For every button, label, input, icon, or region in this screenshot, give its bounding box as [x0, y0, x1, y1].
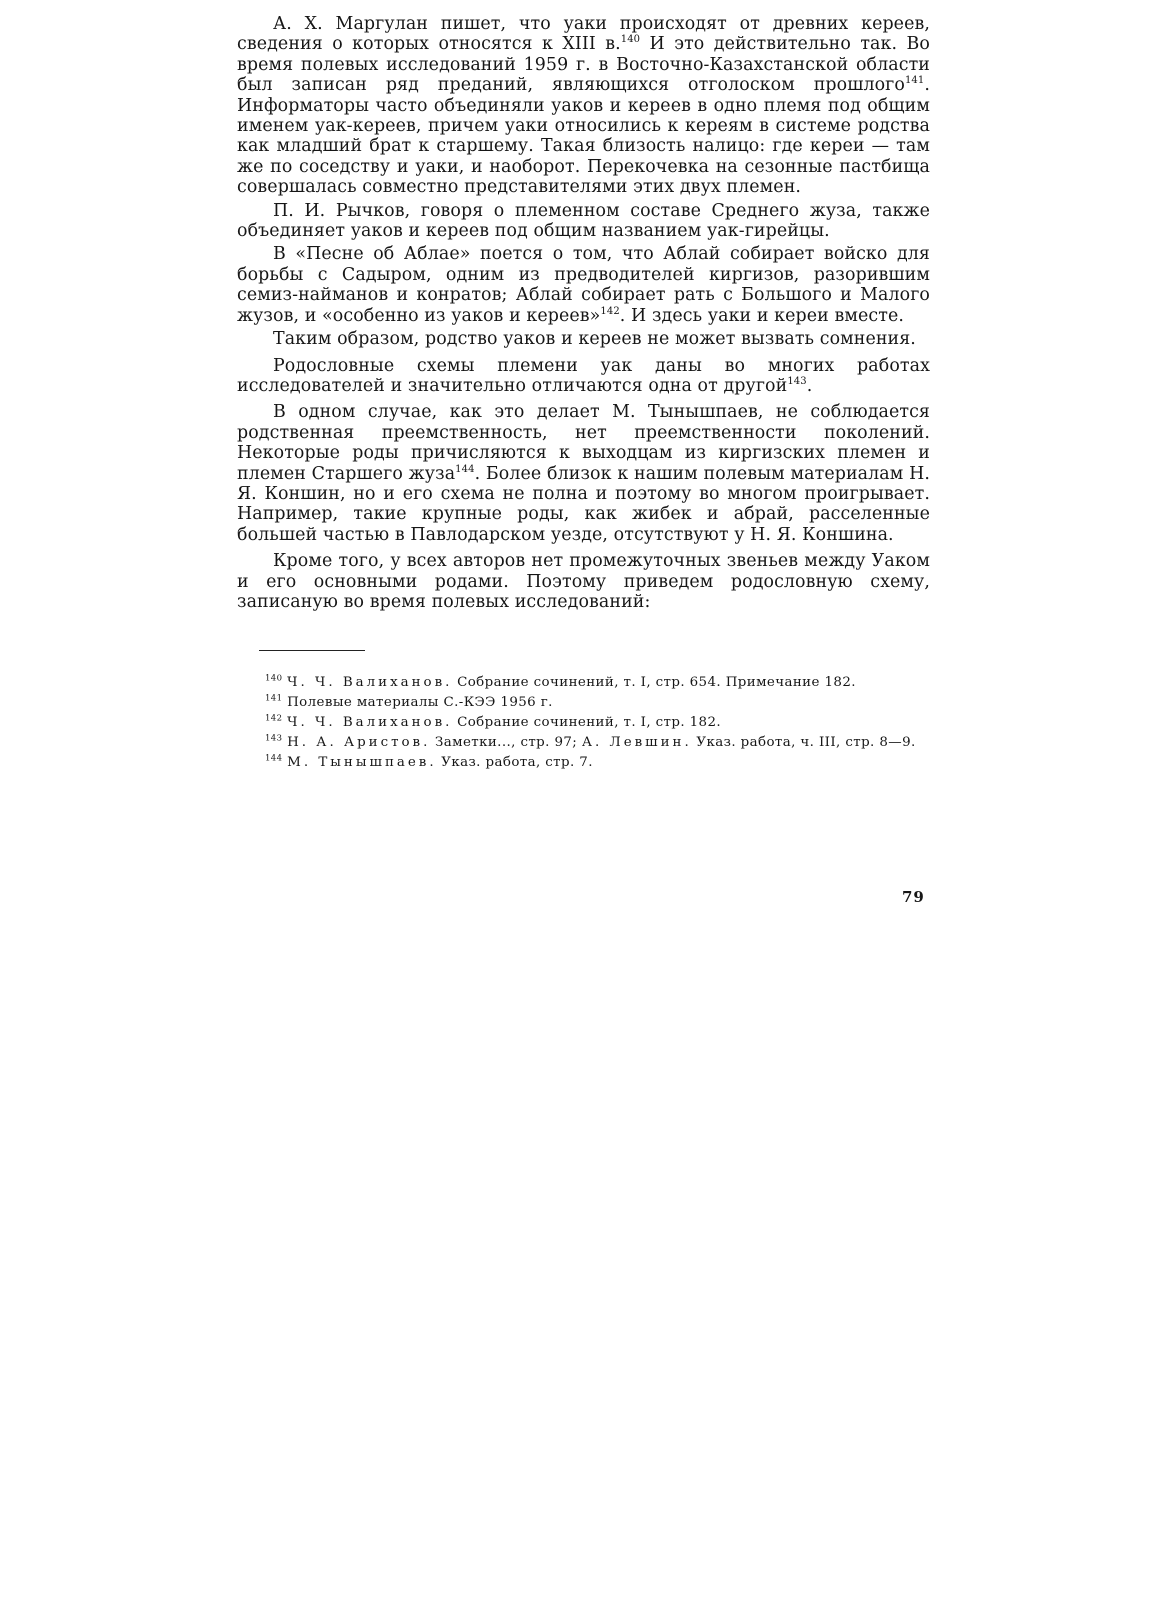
paragraph-text: И это действительно так. Во время полевых исследований 1959 г. в Восточно-Казахстанской области был записан ряд преданий, являющихся отголоском прошлого — [237, 34, 930, 96]
footnote-number: 142 — [265, 713, 283, 724]
paragraph — [237, 402, 930, 545]
body-text — [237, 14, 930, 612]
footnote-text: Указ. работа, стр. 7. — [436, 754, 593, 770]
footnote-number: 143 — [265, 733, 283, 744]
footnote — [237, 733, 930, 753]
paragraph-text: . Более близок к нашим полевым материалам Н. Я. Коншин, но и его схема не полна и поэтому во многом проигрывает. Например, такие крупные роды, как жибек и абрай, расселенные большей частью в Павлодарском уезде, отсутствуют у Н. Я. Коншина. — [237, 463, 930, 545]
paragraph — [237, 244, 930, 326]
footnote-number: 141 — [265, 693, 283, 704]
paragraph-text: Кроме того, у всех авторов нет промежуточных звеньев между Уаком и его основными родами. Поэтому приведем родословную схему, записаную во время полевых исследований: — [237, 551, 930, 612]
footnote-author: Ч. Ч. Валиханов. — [287, 714, 453, 730]
paragraph-text: В одном случае, как это делает М. Тынышпаев, не соблюдается родственная преемственность, нет преемственности поколений. Некоторые роды причисляются к выходцам из киргизских племен и племен Старшего жуза — [237, 402, 930, 484]
footnote-author: Н. А. Аристов. — [287, 734, 431, 750]
footnote-author: Ч. Ч. Валиханов. — [287, 675, 453, 691]
paragraph-text: А. Х. Маргулан пишет, что уаки происходят от древних кереев, сведения о которых относятся к XIII в. — [237, 14, 930, 55]
footnote-text: Указ. работа, ч. III, стр. 8—9. — [691, 734, 916, 750]
footnote — [237, 693, 930, 713]
footnote-ref: 140 — [620, 34, 641, 46]
footnote-ref: 143 — [787, 376, 807, 388]
footnote-text: Полевые материалы С.-КЭЭ 1956 г. — [287, 695, 553, 711]
paragraph — [237, 551, 930, 612]
document-page — [237, 14, 930, 772]
paragraph — [237, 201, 930, 242]
footnote — [237, 673, 930, 693]
footnote-number: 144 — [265, 753, 283, 764]
footnote-author: А. Левшин. — [581, 734, 692, 750]
footnote-ref: 142 — [600, 305, 620, 317]
paragraph-text: П. И. Рычков, говоря о племенном составе Среднего жуза, также объединяет уаков и кереев под общим названием уак-гирейцы. — [237, 200, 930, 242]
footnote-ref: 141 — [904, 75, 925, 87]
footnote-text: Собрание сочинений, т. I, стр. 182. — [452, 714, 722, 730]
footnote — [237, 713, 930, 733]
footnote-number: 140 — [265, 673, 283, 684]
paragraph — [237, 329, 930, 349]
paragraph-text: Таким образом, родство уаков и кереев не может вызвать сомнения. — [273, 329, 916, 350]
footnote-author: М. Тынышпаев. — [287, 754, 437, 770]
paragraph — [237, 356, 930, 397]
page-number: 79 — [902, 888, 925, 906]
footnote-separator — [259, 650, 365, 651]
paragraph — [237, 14, 930, 198]
paragraph-text: . — [806, 375, 813, 396]
paragraph-text: . Информаторы часто объединяли уаков и кереев в одно племя под общим именем уак-кереев, причем уаки относились к кереям в системе родства как младший брат к старшему. Такая близость налицо: где кереи — там же по соседству и уаки, и наоборот. Перекочевка на сезонные пастбища совершалась совместно представителями этих двух племен. — [237, 75, 930, 198]
footnotes — [237, 673, 930, 772]
footnote-ref: 144 — [455, 463, 475, 475]
footnote-text: Собрание сочинений, т. I, стр. 654. Примечание 182. — [452, 675, 856, 691]
footnote-text: Заметки..., стр. 97; — [430, 734, 582, 750]
paragraph-text: . И здесь уаки и кереи вместе. — [619, 305, 904, 326]
paragraph-text: В «Песне об Аблае» поется о том, что Аблай собирает войско для борьбы с Садыром, одним из предводителей киргизов, разорившим семиз-найманов и конратов; Аблай собирает рать с Большого и Малого жузов, и «особенно из уаков и кереев» — [237, 244, 930, 326]
paragraph-text: Родословные схемы племени уак даны во многих работах исследователей и значительно отличаются одна от другой — [237, 355, 930, 396]
footnote — [237, 753, 930, 773]
